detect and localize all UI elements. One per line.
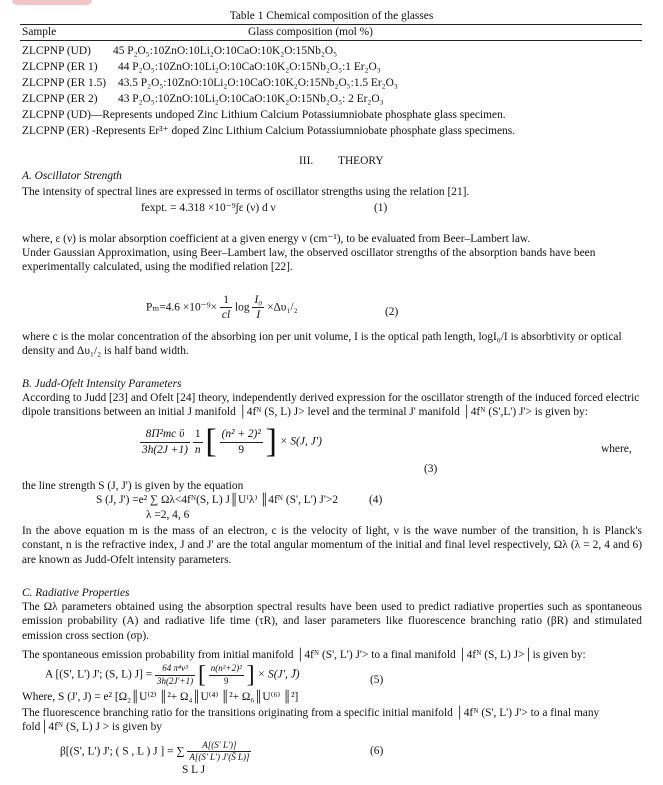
eq6-fraction: $\frac{A[(S' L')]}{A[(S' L') J'(S̄ L)]}$ (189, 740, 250, 763)
equation-5-where: Where, S (J', J) = e² [Ω₂║U⁽²⁾ ║²+ Ω₄║U⁽⁴⁾ ║²+ Ω₆║U⁽⁶⁾ ║²] (22, 691, 299, 703)
eq5-lhs: A [(S', L') J'; (S, L) J] = (45, 668, 153, 681)
header-decoration (12, 0, 92, 5)
eq5-rhs: × S(J′, J̄) (257, 668, 300, 681)
equation-6-sum-index: S L J (182, 764, 205, 776)
table-header-sample: Sample (22, 26, 57, 38)
paragraph: the line strength S (J, J') is given by the equation (22, 480, 244, 492)
table-header-rule (20, 40, 642, 41)
equation-number: (3) (424, 463, 438, 475)
paragraph: where, ε (ν) is molar absorption coefficient at a given energy ν (cm⁻¹), to be evaluated from Beer–Lambert law. (22, 233, 531, 245)
paragraph: The spontaneous emission probability from initial manifold │4fᴺ (S', L') J'> to a final manifold │4fᴺ (S, L) J>│is given by: (22, 649, 586, 661)
eq3-fraction: $\frac{\text{(n² + 2)²}}{9}$ (221, 428, 261, 456)
eq3-fraction: $\frac{\text{8Π²mc ῡ}}{3h(2J +1)}$ (142, 428, 188, 456)
table-row-sample: ZLCPNP (ER 2) (22, 93, 98, 105)
eq5-bracket: ] (246, 662, 255, 688)
eq2-rhs: ×Δυ₁/₂ (267, 301, 298, 314)
equation-number: (1) (374, 202, 388, 214)
subsection-heading: A. Oscillator Strength (22, 170, 122, 182)
equation-4-lambda: λ =2, 4, 6 (146, 509, 190, 521)
section-title: THEORY (338, 155, 384, 167)
paragraph: Under Gaussian Approximation, using Beer–Lambert law, the observed oscillator strengths of the absorption bands have been experimentally calculated, using the modified relation [22]. (22, 247, 596, 274)
paragraph: where c is the molar concentration of the absorbing ion per unit volume, I is the optical path length, logI₀/I is absorbtivity or optical density and Δυ₁/₂ is half band width. (22, 331, 622, 358)
eq3-rhs: × S(J, J′) (279, 435, 322, 448)
eq2-fraction: $\frac{\text{I₀}}{I}$ (254, 294, 263, 322)
subsection-heading: C. Radiative Properties (22, 587, 130, 599)
equation-number: (6) (370, 745, 384, 757)
paragraph: The Ωλ parameters obtained using the absorption spectral results have been used to predict radiative properties such as spontaneous emission probability (A) and radiative life time (τR), and laser parameters like fluorescence branching ratio (βR) and stimulated emission cross section (σp). (22, 601, 642, 642)
table-row-sample: ZLCPNP (ER 1) (22, 61, 98, 73)
eq2-log: log (235, 301, 250, 314)
table-note: ZLCPNP (ER) -Represents Er³⁺ doped Zinc Lithium Calcium Potassiumniobate phosphate glass specimens. (22, 125, 516, 137)
table-row-composition: 43 P₂O₅:10ZnO:10Li₂O:10CaO:10K₂O:15Nb₂O₅: 2 Er₂O₃ (118, 93, 384, 105)
paragraph: According to Judd [23] and Ofelt [24] theory, independently derived expression for the oscillator strength of the induced forced electric dipole transitions between an initial J manifold │4fᴺ (S, L) J> level and the terminal J' manifold │4fᴺ (S',L') J'> is given by: (22, 392, 640, 419)
equation-where: where, (601, 443, 632, 455)
eq3-bracket: ] (265, 423, 277, 460)
equation-number: (2) (385, 306, 399, 318)
eq5-fraction: $\frac{\text{64 π⁴ν³}}{3h(2J'+1)}$ (157, 663, 194, 686)
subsection-heading: B. Judd-Ofelt Intensity Parameters (22, 378, 182, 390)
table-caption: Table 1 Chemical composition of the glasses (229, 10, 434, 22)
eq3-fraction: $\frac{1}{n}$ (194, 428, 201, 456)
equation-6 (60, 740, 251, 764)
paragraph: The intensity of spectral lines are expressed in terms of oscillator strengths using the relation [21]. (22, 186, 470, 198)
equation-number: (4) (369, 494, 383, 506)
equation-number: (5) (370, 674, 384, 686)
equation-5 (45, 663, 300, 687)
eq3-bracket: [ (205, 423, 217, 460)
equation-2 (146, 293, 298, 323)
section-numeral: III. (299, 155, 314, 167)
eq5-bracket: [ (197, 662, 206, 688)
table-row-sample: ZLCPNP (ER 1.5) (22, 77, 107, 89)
equation-4: S (J, J') =e² ∑ Ωλ<4fᴺ(S, L) J║U⁽λ⁾ ║4fᴺ (S', L') J'>2 (96, 494, 339, 506)
table-row-composition: 45 P₂O₅:10ZnO:10Li₂O:10CaO:10K₂O:15Nb₂O₅ (113, 45, 338, 57)
paragraph: In the above equation m is the mass of an electron, c is the velocity of light, ν is the wave number of the transition, h is Planck's constant, n is the refractive index, J and J' are the total angular momentum of the initial and final level respectively, Ωλ (λ = 2, 4 and 6) are known as Judd-Ofelt intensity parameters. (22, 525, 642, 566)
eq2-lhs: Pₘ=4.6 ×10⁻⁹× (146, 301, 218, 314)
equation-1: fexpt. = 4.318 ×10⁻⁹∫ε (ν) d ν (141, 202, 276, 214)
table-row-composition: 43.5 P₂O₅:10ZnO:10Li₂O:10CaO:10K₂O:15Nb₂O₅:1.5 Er₂O₃ (118, 77, 398, 89)
table-note: ZLCPNP (UD)—Represents undoped Zinc Lithium Calcium Potassiumniobate phosphate glass specimen. (22, 109, 506, 121)
table-row-sample: ZLCPNP (UD) (22, 45, 91, 57)
table-header-composition: Glass composition (mol %) (248, 26, 373, 38)
equation-3 (140, 425, 322, 459)
eq5-fraction: $\frac{\text{n(n²+2)²}}{9}$ (210, 663, 242, 686)
paragraph: The fluorescence branching ratio for the transitions originating from a specific initial manifold │4fᴺ (S', L') J'> to a final many fold│4fᴺ (S, L) J > is given by (22, 707, 600, 734)
eq6-lhs: β[(S', L') J'; ( S , L ) J ] = ∑ (60, 745, 185, 758)
eq2-fraction: $\frac{1}{cl}$ (221, 294, 231, 322)
table-row-composition: 44 P₂O₅:10ZnO:10Li₂O:10CaO:10K₂O:15Nb₂O₅:1 Er₂O₃ (118, 61, 381, 73)
